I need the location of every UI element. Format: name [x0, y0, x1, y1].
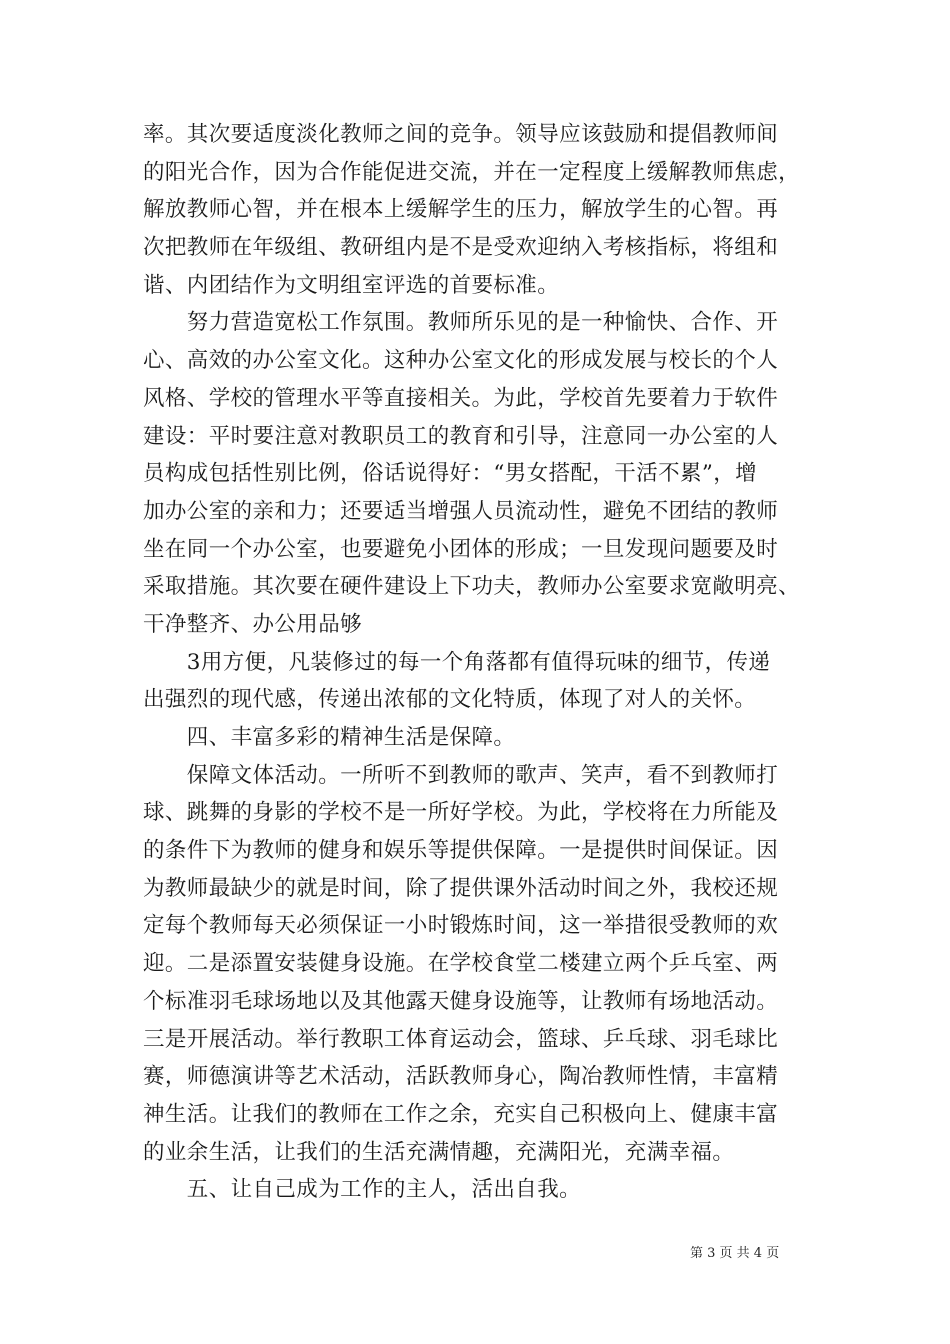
text-line: 的阳光合作，因为合作能促进交流，并在一定程度上缓解教师焦虑，: [143, 159, 801, 185]
text-line: 干净整齐、办公用品够: [143, 611, 363, 637]
paragraph: [143, 644, 823, 719]
text-line: 努力营造宽松工作氛围。教师所乐见的是一种愉快、合作、开: [143, 310, 779, 336]
paragraph: [143, 757, 823, 1172]
text-line: 的业余生活，让我们的生活充满情趣，充满阳光，充满幸福。: [143, 1139, 735, 1165]
text-line: 四、丰富多彩的精神生活是保障。: [143, 725, 516, 750]
text-line: 赛，师德演讲等艺术活动，活跃教师身心，陶冶教师性情，丰富精: [143, 1064, 779, 1090]
text-line: 个标准羽毛球场地以及其他露天健身设施等，让教师有场地活动。: [143, 988, 779, 1014]
text-line: 迎。二是添置安装健身设施。在学校食堂二楼建立两个乒乓室、两: [143, 951, 779, 977]
text-line: 采取措施。其次要在硬件建设上下功夫，教师办公室要求宽敞明亮、: [143, 574, 801, 600]
paragraph: [143, 1171, 823, 1209]
paragraph: [143, 719, 823, 757]
text-line: 出强烈的现代感，传递出浓郁的文化特质，体现了对人的关怀。: [143, 687, 757, 713]
body-text: [143, 116, 823, 1209]
text-line: 保障文体活动。一所听不到教师的歌声、笑声，看不到教师打: [143, 762, 779, 788]
text-line: 为教师最缺少的就是时间，除了提供课外活动时间之外，我校还规: [143, 875, 779, 901]
paragraph: [143, 116, 823, 304]
paragraph: [143, 304, 823, 643]
text-line: 3用方便，凡装修过的每一个角落都有值得玩味的细节，传递: [143, 649, 771, 675]
text-line: 神生活。让我们的教师在工作之余，充实自己积极向上、健康丰富: [143, 1101, 779, 1127]
text-line: 员构成包括性别比例，俗话说得好：“男女搭配，干活不累”，增: [143, 461, 758, 487]
text-line: 球、跳舞的身影的学校不是一所好学校。为此，学校将在力所能及: [143, 800, 779, 826]
text-line: 坐在同一个办公室，也要避免小团体的形成；一旦发现问题要及时: [143, 536, 779, 562]
text-line: 建设：平时要注意对教职员工的教育和引导，注意同一办公室的人: [143, 423, 779, 449]
text-line: 次把教师在年级组、教研组内是不是受欢迎纳入考核指标，将组和: [143, 235, 779, 261]
page-number: 第 3 页 共 4 页: [690, 1246, 780, 1261]
text-line: 五、让自己成为工作的主人，活出自我。: [143, 1177, 582, 1203]
text-line: 的条件下为教师的健身和娱乐等提供保障。一是提供时间保证。因: [143, 838, 779, 864]
text-line: 风格、学校的管理水平等直接相关。为此，学校首先要着力于软件: [143, 385, 779, 411]
text-line: 定每个教师每天必须保证一小时锻炼时间，这一举措很受教师的欢: [143, 913, 779, 939]
text-line: 率。其次要适度淡化教师之间的竞争。领导应该鼓励和提倡教师间: [143, 122, 779, 147]
text-line: 解放教师心智，并在根本上缓解学生的压力，解放学生的心智。再: [143, 197, 779, 223]
text-line: 谐、内团结作为文明组室评选的首要标准。: [143, 272, 560, 298]
text-line: 心、高效的办公室文化。这种办公室文化的形成发展与校长的个人: [143, 348, 779, 374]
text-line: 加办公室的亲和力；还要适当增强人员流动性，避免不团结的教师: [143, 498, 779, 524]
text-line: 三是开展活动。举行教职工体育运动会，篮球、乒乓球、羽毛球比: [143, 1026, 779, 1052]
